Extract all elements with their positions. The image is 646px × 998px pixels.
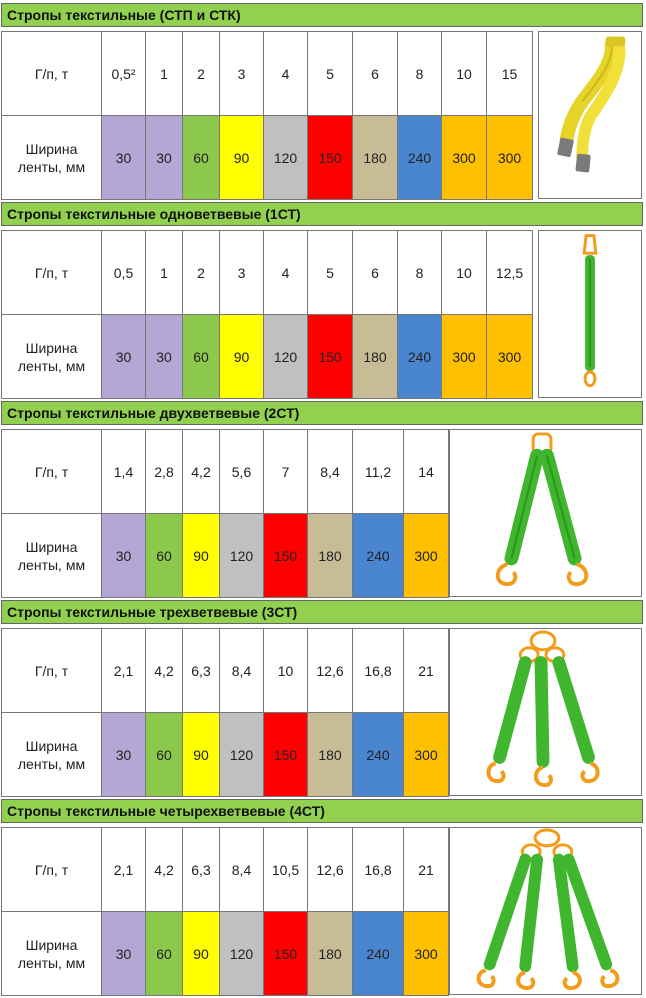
load-cell: 2 bbox=[183, 32, 220, 116]
width-cell: 90 bbox=[183, 912, 220, 996]
section-table bbox=[1, 827, 449, 996]
width-cell: 150 bbox=[308, 116, 353, 200]
load-cell: 16,8 bbox=[353, 629, 404, 713]
width-cell: 300 bbox=[404, 514, 449, 598]
width-cell: 90 bbox=[220, 116, 264, 200]
load-cell: 4,2 bbox=[146, 828, 183, 912]
four-leg-sling-icon bbox=[449, 827, 642, 995]
load-cell: 12,5 bbox=[487, 231, 533, 315]
load-cell: 16,8 bbox=[353, 828, 404, 912]
width-cell: 90 bbox=[183, 713, 220, 797]
width-cell: 240 bbox=[398, 315, 442, 399]
three-leg-sling-icon bbox=[449, 628, 642, 796]
load-cell: 8 bbox=[398, 231, 442, 315]
load-cell: 4,2 bbox=[146, 629, 183, 713]
width-cell: 120 bbox=[220, 713, 264, 797]
width-cell: 120 bbox=[264, 315, 308, 399]
width-cell: 150 bbox=[308, 315, 353, 399]
width-label: Ширина ленты, мм bbox=[2, 116, 102, 200]
width-cell: 240 bbox=[353, 912, 404, 996]
width-cell: 180 bbox=[353, 315, 398, 399]
width-cell: 120 bbox=[220, 912, 264, 996]
load-cell: 8,4 bbox=[220, 828, 264, 912]
load-cell: 15 bbox=[487, 32, 533, 116]
load-cell: 4 bbox=[264, 231, 308, 315]
load-cell: 5,6 bbox=[220, 430, 264, 514]
load-cell: 6,3 bbox=[183, 629, 220, 713]
width-cell: 300 bbox=[487, 116, 533, 200]
load-label: Г/п, т bbox=[2, 430, 102, 514]
width-cell: 300 bbox=[404, 713, 449, 797]
width-cell: 240 bbox=[398, 116, 442, 200]
load-cell: 10,5 bbox=[264, 828, 308, 912]
load-label: Г/п, т bbox=[2, 629, 102, 713]
load-cell: 6,3 bbox=[183, 828, 220, 912]
width-cell: 180 bbox=[308, 713, 353, 797]
width-cell: 120 bbox=[220, 514, 264, 598]
two-leg-sling-icon bbox=[449, 429, 642, 597]
load-cell: 6 bbox=[353, 231, 398, 315]
load-cell: 6 bbox=[353, 32, 398, 116]
flat-sling-yellow-icon bbox=[538, 31, 642, 199]
load-cell: 1 bbox=[146, 231, 183, 315]
load-cell: 7 bbox=[264, 430, 308, 514]
width-cell: 150 bbox=[264, 912, 308, 996]
section-table bbox=[1, 230, 533, 399]
load-cell: 1 bbox=[146, 32, 183, 116]
section-title: Стропы текстильные (СТП и СТК) bbox=[1, 3, 643, 27]
width-cell: 60 bbox=[146, 912, 183, 996]
width-cell: 300 bbox=[442, 315, 487, 399]
width-cell: 150 bbox=[264, 514, 308, 598]
width-cell: 30 bbox=[146, 116, 183, 200]
width-cell: 300 bbox=[487, 315, 533, 399]
load-cell: 3 bbox=[220, 32, 264, 116]
width-label: Ширина ленты, мм bbox=[2, 713, 102, 797]
load-cell: 12,6 bbox=[308, 828, 353, 912]
load-label: Г/п, т bbox=[2, 828, 102, 912]
load-cell: 5 bbox=[308, 32, 353, 116]
width-cell: 30 bbox=[102, 912, 146, 996]
width-cell: 90 bbox=[220, 315, 264, 399]
section-title: Стропы текстильные одноветвевые (1СТ) bbox=[1, 202, 643, 226]
single-leg-sling-icon bbox=[538, 230, 642, 398]
load-cell: 10 bbox=[442, 32, 487, 116]
load-cell: 4,2 bbox=[183, 430, 220, 514]
width-cell: 300 bbox=[404, 912, 449, 996]
load-cell: 2,1 bbox=[102, 629, 146, 713]
width-cell: 180 bbox=[308, 912, 353, 996]
width-cell: 30 bbox=[146, 315, 183, 399]
section-table bbox=[1, 31, 533, 200]
width-cell: 180 bbox=[353, 116, 398, 200]
load-cell: 8 bbox=[398, 32, 442, 116]
load-cell: 3 bbox=[220, 231, 264, 315]
width-cell: 180 bbox=[308, 514, 353, 598]
width-cell: 30 bbox=[102, 713, 146, 797]
section-table bbox=[1, 628, 449, 797]
load-cell: 2,1 bbox=[102, 828, 146, 912]
load-cell: 0,5 bbox=[102, 231, 146, 315]
load-label: Г/п, т bbox=[2, 32, 102, 116]
width-cell: 60 bbox=[146, 514, 183, 598]
load-cell: 5 bbox=[308, 231, 353, 315]
width-cell: 300 bbox=[442, 116, 487, 200]
load-cell: 0,5² bbox=[102, 32, 146, 116]
section-title: Стропы текстильные четырехветвевые (4СТ) bbox=[1, 799, 643, 823]
load-cell: 2 bbox=[183, 231, 220, 315]
load-cell: 10 bbox=[264, 629, 308, 713]
load-cell: 8,4 bbox=[308, 430, 353, 514]
width-cell: 30 bbox=[102, 116, 146, 200]
width-cell: 30 bbox=[102, 315, 146, 399]
width-cell: 30 bbox=[102, 514, 146, 598]
load-cell: 2,8 bbox=[146, 430, 183, 514]
load-cell: 1,4 bbox=[102, 430, 146, 514]
width-cell: 60 bbox=[183, 116, 220, 200]
width-cell: 120 bbox=[264, 116, 308, 200]
width-cell: 60 bbox=[146, 713, 183, 797]
load-cell: 11,2 bbox=[353, 430, 404, 514]
width-cell: 240 bbox=[353, 514, 404, 598]
width-label: Ширина ленты, мм bbox=[2, 912, 102, 996]
width-cell: 240 bbox=[353, 713, 404, 797]
load-cell: 12,6 bbox=[308, 629, 353, 713]
load-cell: 21 bbox=[404, 828, 449, 912]
section-title: Стропы текстильные трехветвевые (3СТ) bbox=[1, 600, 643, 624]
load-cell: 14 bbox=[404, 430, 449, 514]
load-cell: 4 bbox=[264, 32, 308, 116]
section-table bbox=[1, 429, 449, 598]
load-cell: 21 bbox=[404, 629, 449, 713]
section-title: Стропы текстильные двухветвевые (2СТ) bbox=[1, 401, 643, 425]
load-cell: 10 bbox=[442, 231, 487, 315]
width-cell: 90 bbox=[183, 514, 220, 598]
width-cell: 60 bbox=[183, 315, 220, 399]
width-cell: 150 bbox=[264, 713, 308, 797]
load-cell: 8,4 bbox=[220, 629, 264, 713]
width-label: Ширина ленты, мм bbox=[2, 514, 102, 598]
width-label: Ширина ленты, мм bbox=[2, 315, 102, 399]
load-label: Г/п, т bbox=[2, 231, 102, 315]
